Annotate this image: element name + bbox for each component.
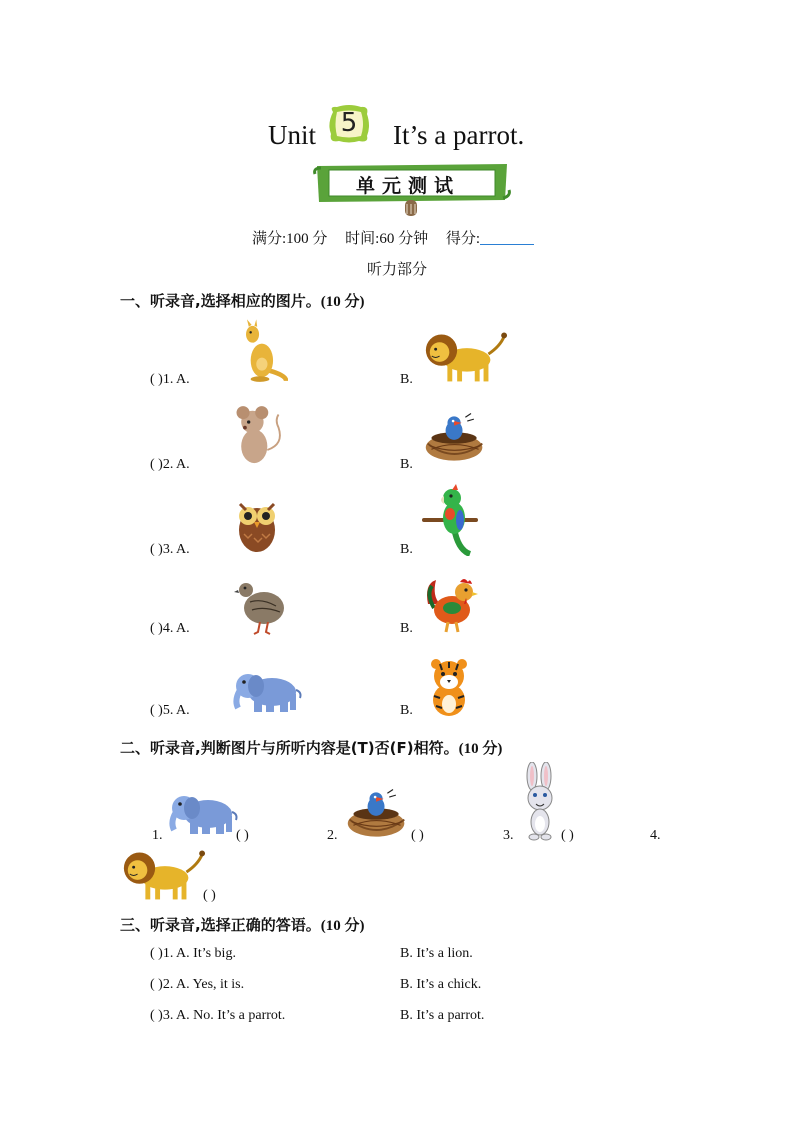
lion-icon[interactable] (118, 844, 206, 904)
s1-q2-b-label: B. (400, 457, 413, 472)
unit-word: Unit (268, 120, 317, 150)
s2-q1-paren[interactable]: ( ) (236, 828, 249, 843)
section1-points: (10 分) (320, 294, 365, 310)
kangaroo-icon[interactable] (232, 318, 288, 386)
s1-q1-b-label: B. (400, 372, 413, 387)
section3-heading (120, 914, 364, 935)
banner-text: 单元测试 (355, 175, 460, 197)
parrot-icon[interactable] (422, 484, 482, 556)
section2-title: 二、听录音,判断图片与所听内容是(T)否(F)相符。 (120, 739, 459, 757)
section1-heading (120, 290, 364, 311)
s1-q3-label: ( )3. A. (150, 542, 190, 557)
score-label: 得分: (445, 231, 481, 247)
s2-q4-paren[interactable]: ( ) (203, 888, 216, 903)
elephant-icon[interactable] (168, 790, 238, 840)
s3-q2-b: B. It’s a chick. (400, 977, 482, 992)
section2-heading (120, 737, 502, 758)
s1-q2-label: ( )2. A. (150, 457, 190, 472)
s2-q3-paren[interactable]: ( ) (561, 828, 574, 843)
s1-q3-b-label: B. (400, 542, 413, 557)
s2-q2-paren[interactable]: ( ) (411, 828, 424, 843)
s2-q1-num: 1. (152, 828, 163, 843)
unit-title: It’s a parrot. (393, 120, 525, 150)
s3-q3-b: B. It’s a parrot. (400, 1008, 485, 1023)
s3-q3-a: ( )3. A. No. It’s a parrot. (150, 1008, 286, 1023)
s2-q3-num: 3. (503, 828, 514, 843)
quail-icon[interactable] (232, 576, 292, 636)
bird-nest-icon[interactable] (344, 786, 410, 842)
lion-icon[interactable] (420, 326, 508, 386)
bird-nest-icon[interactable] (422, 410, 488, 466)
s3-q1-b: B. It’s a lion. (400, 946, 473, 961)
s1-q1-label: ( )1. A. (150, 372, 190, 387)
full-score: 满分:100 分 (252, 231, 328, 247)
mouse-icon[interactable] (230, 402, 286, 470)
rooster-icon[interactable] (422, 574, 486, 634)
s1-q4-b-label: B. (400, 621, 413, 636)
listening-part-heading: 听力部分 (366, 262, 427, 278)
owl-icon[interactable] (232, 494, 282, 554)
s3-q2-a: ( )2. A. Yes, it is. (150, 977, 245, 992)
section3-title: 三、听录音,选择正确的答语。 (120, 916, 321, 934)
s2-q2-num: 2. (327, 828, 338, 843)
unit-number: 5 (340, 108, 358, 138)
unit-test-banner (313, 160, 511, 222)
section2-points: (10 分) (458, 741, 503, 757)
rabbit-icon[interactable] (518, 762, 562, 842)
s3-q1-a: ( )1. A. It’s big. (150, 946, 236, 961)
elephant-icon[interactable] (232, 668, 302, 718)
unit-title-row (0, 100, 794, 160)
s1-q5-label: ( )5. A. (150, 703, 190, 718)
s2-q4-num: 4. (650, 828, 661, 843)
unit-number-badge (327, 104, 371, 144)
score-info (252, 227, 548, 248)
s1-q5-b-label: B. (400, 703, 413, 718)
section3-points: (10 分) (320, 918, 365, 934)
section1-title: 一、听录音,选择相应的图片。 (120, 292, 321, 310)
score-blank[interactable] (480, 230, 534, 245)
s1-q4-label: ( )4. A. (150, 621, 190, 636)
tiger-icon[interactable] (422, 656, 476, 718)
time-limit: 时间:60 分钟 (345, 231, 429, 247)
